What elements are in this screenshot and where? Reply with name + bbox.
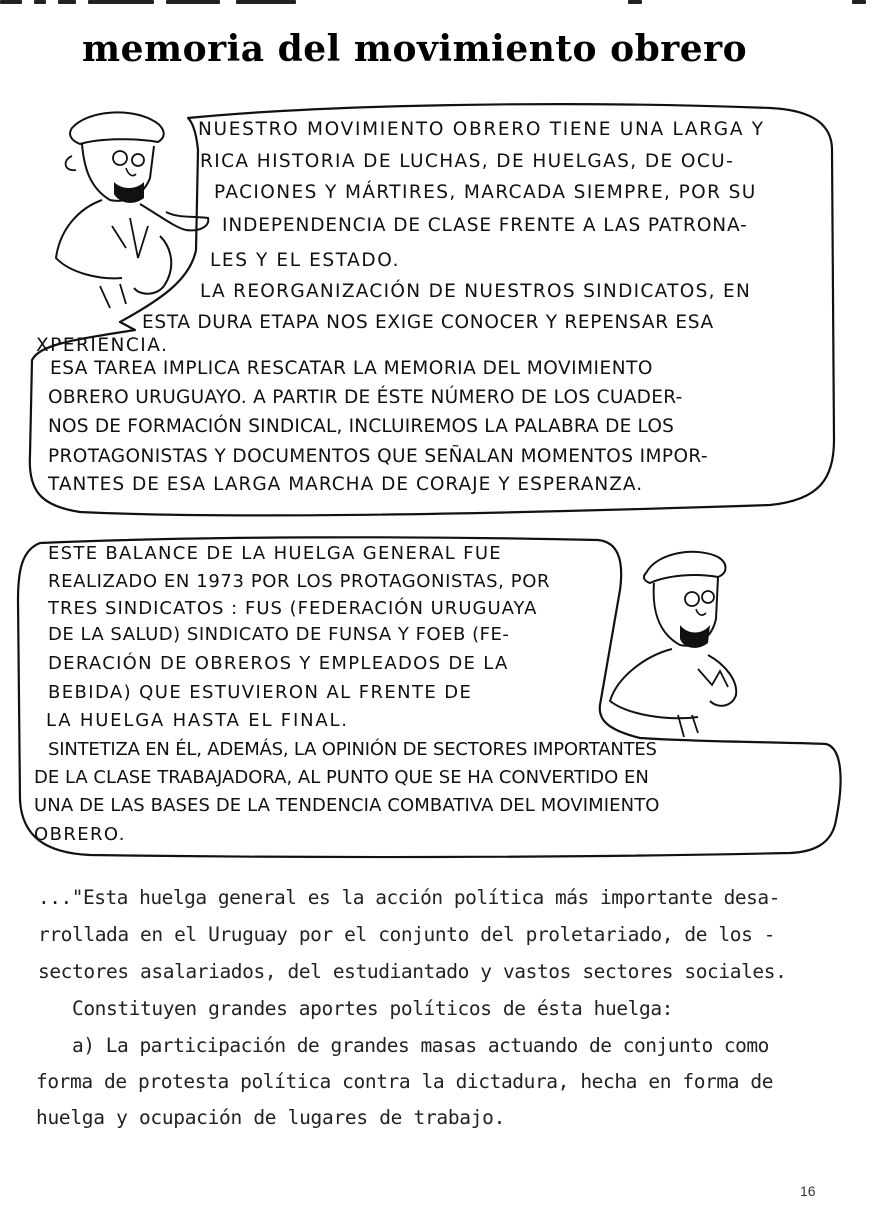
balloon-top-line-12: PROTAGONISTAS Y DOCUMENTOS QUE SEÑALAN MOMENTOS IMPOR- [48, 446, 708, 467]
balloon-bottom-line-5: DERACIÓN DE OBREROS Y EMPLEADOS DE LA [48, 653, 509, 674]
page-number: 16 [800, 1183, 816, 1199]
balloon-bottom-line-11: OBRERO. [34, 824, 126, 845]
balloon-top-line-2: RICA HISTORIA DE LUCHAS, DE HUELGAS, DE OCU- [200, 151, 735, 172]
balloon-top-line-5: LES Y EL ESTADO. [210, 250, 401, 271]
balloon-top-line-13: TANTES DE ESA LARGA MARCHA DE CORAJE Y ESPERANZA. [48, 474, 644, 495]
balloon-bottom-line-10: UNA DE LAS BASES DE LA TENDENCIA COMBATIVA DEL MOVIMIENTO [34, 795, 660, 816]
balloon-bottom-line-6: BEBIDA) QUE ESTUVIERON AL FRENTE DE [48, 682, 473, 703]
balloon-top-line-9: ESA TAREA IMPLICA RESCATAR LA MEMORIA DEL MOVIMIENTO [50, 358, 653, 379]
balloon-bottom-line-8: SINTETIZA EN ÉL, ADEMÁS, LA OPINIÓN DE SECTORES IMPORTANTES [48, 739, 657, 760]
body-line-7: huelga y ocupación de lugares de trabajo. [36, 1106, 506, 1129]
body-line-5: a) La participación de grandes masas actuando de conjunto como [72, 1034, 769, 1057]
page-title: memoria del movimiento obrero [82, 28, 748, 70]
balloon-bottom-line-3: TRES SINDICATOS : FUS (FEDERACIÓN URUGUAYA [48, 598, 538, 619]
balloon-top-line-1: NUESTRO MOVIMIENTO OBRERO TIENE UNA LARGA Y [198, 119, 765, 140]
body-line-2: rrollada en el Uruguay por el conjunto del proletariado, de los - [38, 923, 776, 946]
balloon-top-line-10: OBRERO URUGUAYO. A PARTIR DE ÉSTE NÚMERO DE LOS CUADER- [48, 387, 683, 408]
worker-cartoon-icon [40, 108, 215, 318]
worker-cartoon-icon [588, 545, 788, 740]
balloon-bottom-line-1: ESTE BALANCE DE LA HUELGA GENERAL FUE [48, 543, 502, 564]
balloon-top-line-3: PACIONES Y MÁRTIRES, MARCADA SIEMPRE, POR SU [214, 182, 757, 203]
balloon-top-line-6: LA REORGANIZACIÓN DE NUESTROS SINDICATOS, EN [200, 281, 752, 302]
body-line-6: forma de protesta política contra la dictadura, hecha en forma de [36, 1070, 774, 1093]
body-line-3: sectores asalariados, del estudiantado y vastos sectores sociales. [38, 960, 787, 983]
balloon-bottom-line-7: LA HUELGA HASTA EL FINAL. [46, 710, 349, 731]
balloon-top-line-8: XPERIENCIA. [36, 335, 169, 356]
balloon-bottom-line-9: DE LA CLASE TRABAJADORA, AL PUNTO QUE SE HA CONVERTIDO EN [34, 767, 649, 788]
balloon-top-line-7: ESTA DURA ETAPA NOS EXIGE CONOCER Y REPENSAR ESA [142, 312, 714, 333]
body-line-1: ..."Esta huelga general es la acción política más importante desa- [38, 886, 780, 909]
balloon-top-line-11: NOS DE FORMACIÓN SINDICAL, INCLUIREMOS LA PALABRA DE LOS [48, 416, 675, 437]
balloon-top-line-4: INDEPENDENCIA DE CLASE FRENTE A LAS PATRONA- [222, 215, 748, 236]
balloon-bottom-line-2: REALIZADO EN 1973 POR LOS PROTAGONISTAS, POR [48, 571, 551, 592]
balloon-bottom-line-4: DE LA SALUD) SINDICATO DE FUNSA Y FOEB (FE- [48, 624, 510, 645]
body-line-4: Constituyen grandes aportes políticos de ésta huelga: [72, 997, 674, 1020]
